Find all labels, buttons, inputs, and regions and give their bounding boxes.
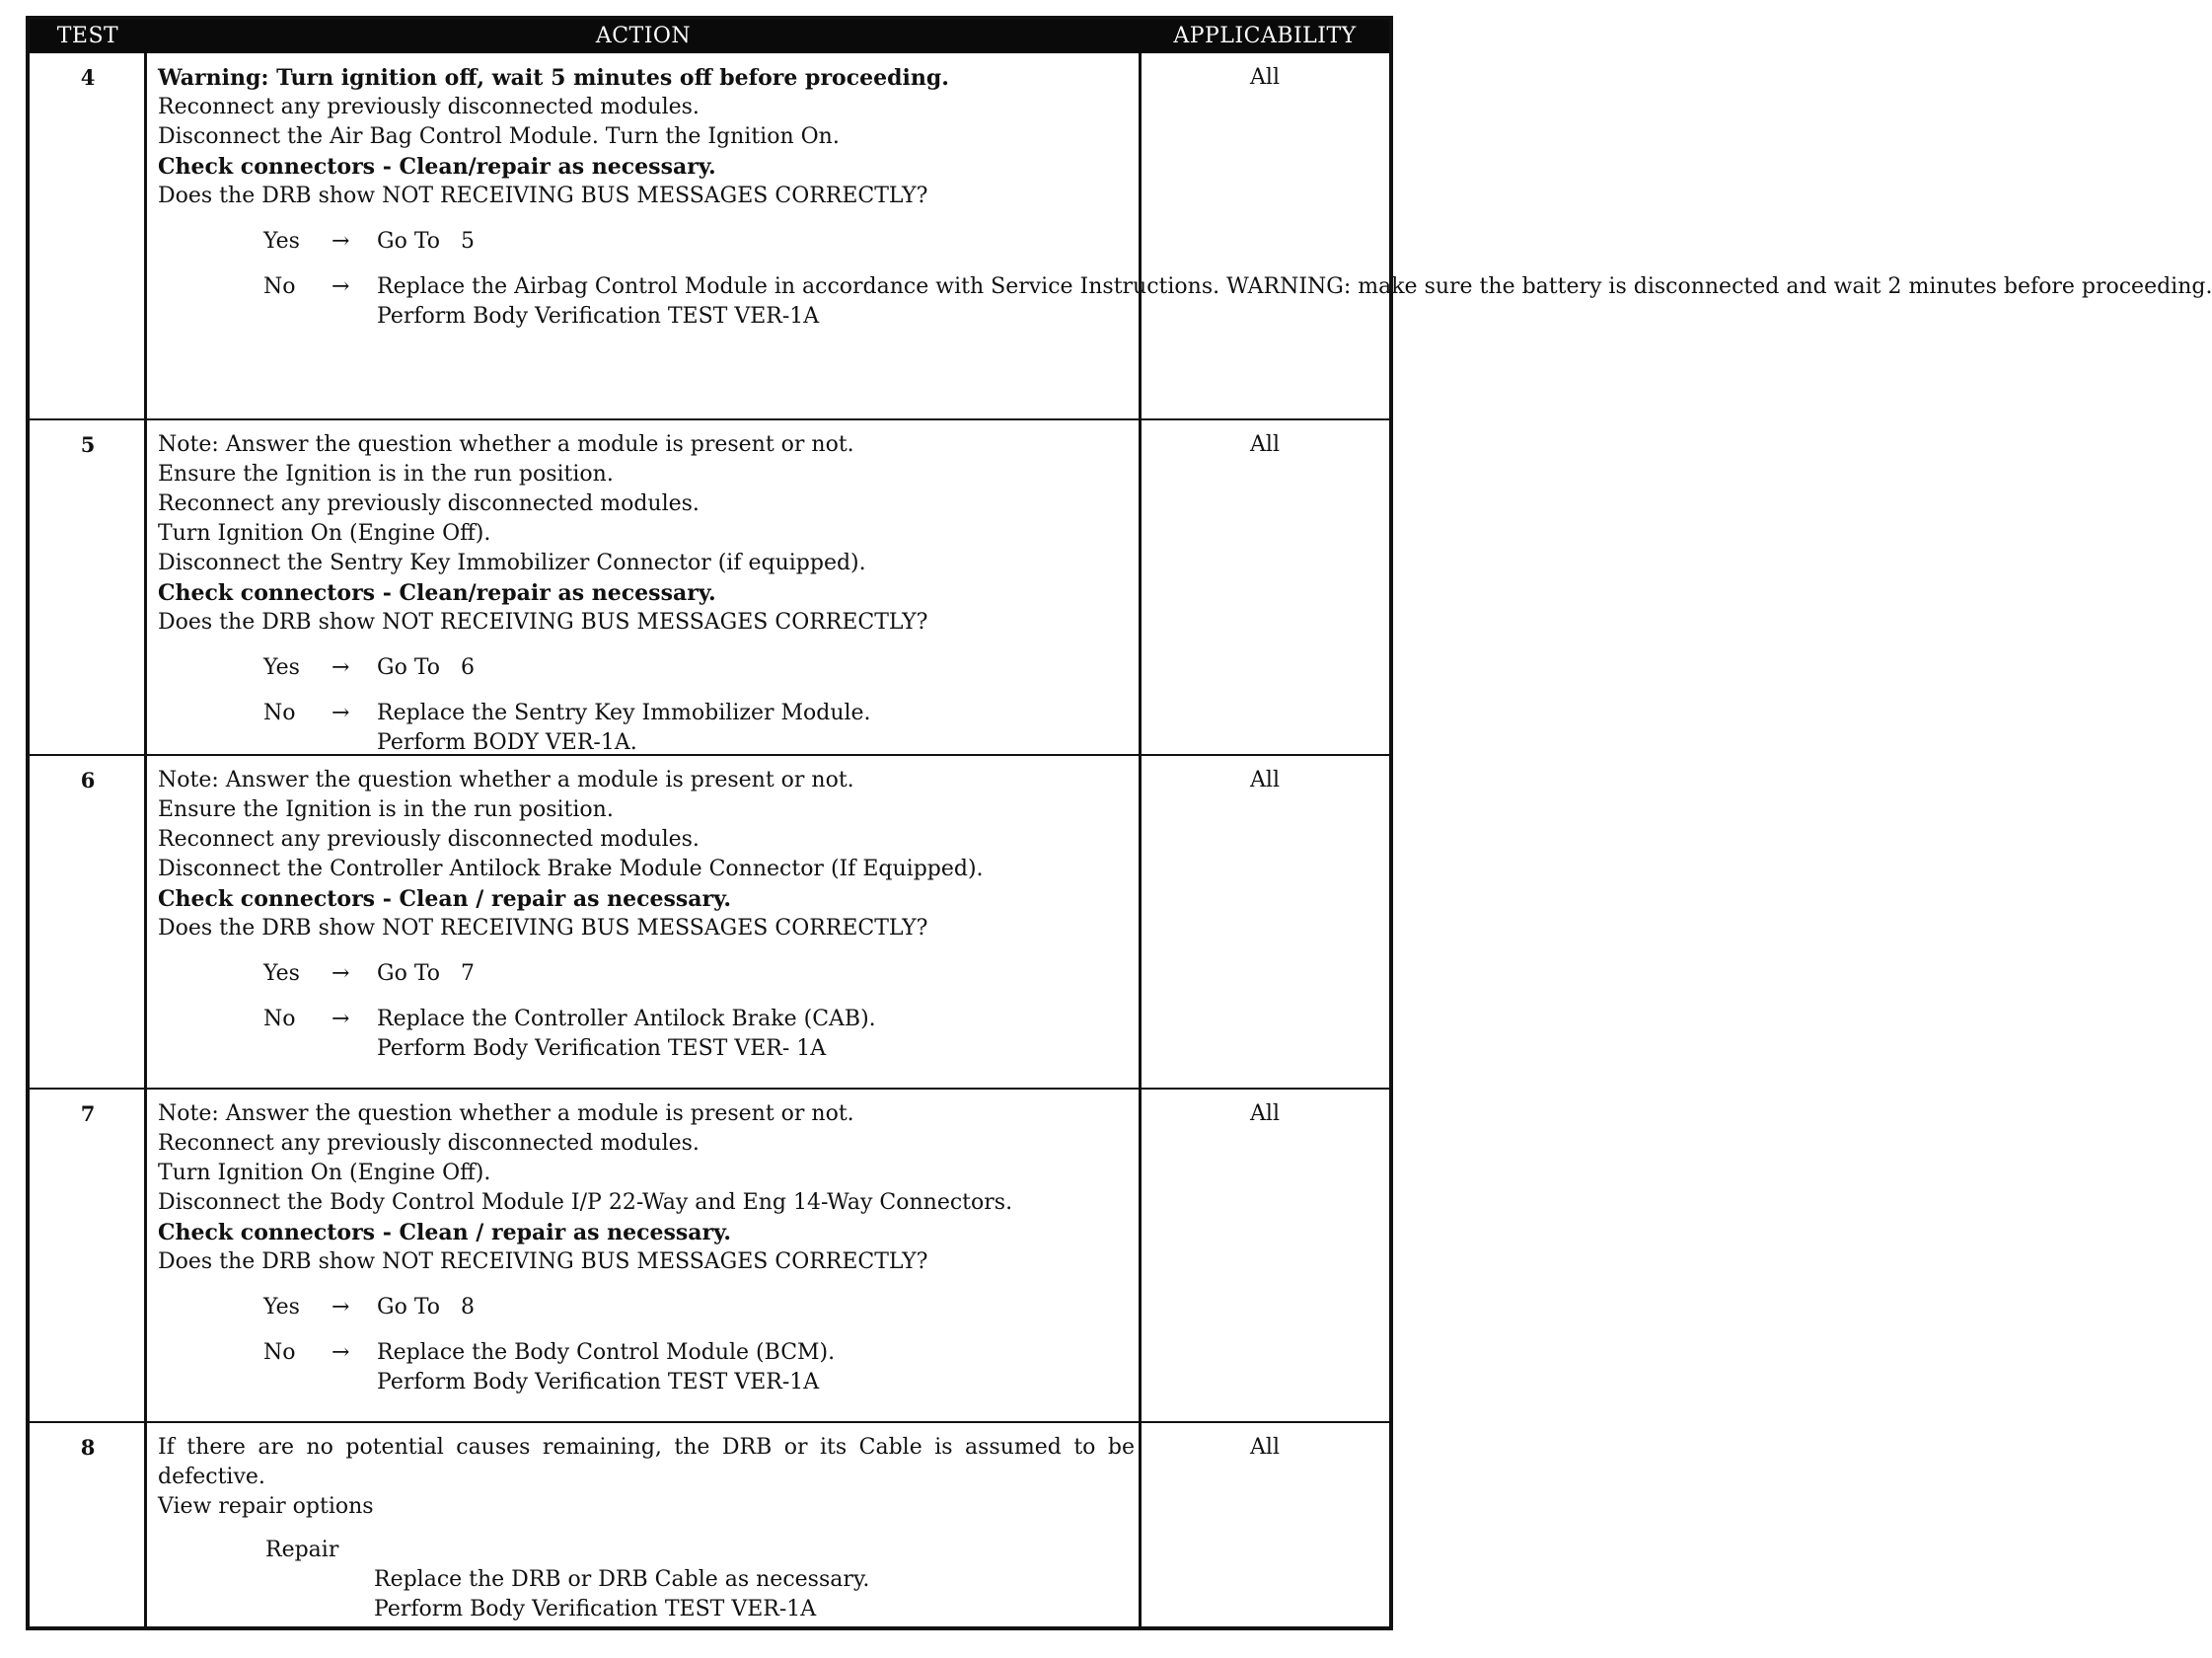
yes-label: Yes: [263, 961, 300, 986]
no-line: Replace the Controller Antilock Brake (CAB).: [377, 1007, 876, 1031]
test-number: 6: [80, 768, 96, 792]
action-line: Reconnect any previously disconnected modules.: [158, 95, 700, 119]
no-line: Perform Body Verification TEST VER- 1A: [377, 1036, 827, 1061]
test-number: 4: [80, 65, 96, 90]
action-line: Disconnect the Body Control Module I/P 22-Way and Eng 14-Way Connectors.: [158, 1190, 1013, 1215]
yes-value: Go To 5: [377, 229, 475, 254]
no-option: [158, 272, 2212, 332]
action-line: Check connectors - Clean / repair as necessary.: [158, 886, 732, 912]
yes-label: Yes: [263, 1295, 300, 1319]
applicability: All: [1250, 65, 1280, 90]
test-number: 5: [80, 432, 96, 457]
no-line: Replace the Sentry Key Immobilizer Module.: [377, 701, 871, 725]
no-label: No: [263, 274, 296, 299]
repair-line: Replace the DRB or DRB Cable as necessary.: [374, 1567, 870, 1592]
no-line: Replace the Airbag Control Module in accordance with Service Instructions. WARNING: make sure the battery is disconnected and wait 2 minutes before proceeding.: [377, 274, 2212, 299]
header-test: TEST: [56, 24, 119, 48]
arrow-icon: →: [332, 701, 350, 725]
no-label: No: [263, 1340, 296, 1365]
action-line: Reconnect any previously disconnected modules.: [158, 1131, 700, 1156]
no-label: No: [263, 701, 296, 725]
action-line: Check connectors - Clean / repair as necessary.: [158, 1220, 732, 1245]
action-line: Reconnect any previously disconnected modules.: [158, 491, 700, 516]
applicability: All: [1250, 432, 1280, 457]
yes-option: [158, 1293, 1135, 1322]
action-line: Does the DRB show NOT RECEIVING BUS MESSAGES CORRECTLY?: [158, 916, 928, 941]
arrow-icon: →: [332, 655, 350, 680]
table-row: [30, 418, 1389, 754]
yes-label: Yes: [263, 229, 300, 254]
arrow-icon: →: [332, 1007, 350, 1031]
arrow-icon: →: [332, 229, 350, 254]
yes-option: [158, 653, 1135, 683]
action-line: Check connectors - Clean/repair as necessary.: [158, 580, 716, 606]
action-line: Disconnect the Controller Antilock Brake Module Connector (If Equipped).: [158, 857, 984, 881]
action-line: Does the DRB show NOT RECEIVING BUS MESSAGES CORRECTLY?: [158, 610, 928, 635]
repair-line: Perform Body Verification TEST VER-1A: [374, 1597, 817, 1621]
table-row: [30, 53, 2212, 418]
action-line: Ensure the Ignition is in the run position.: [158, 462, 614, 487]
yes-value: Go To 7: [377, 961, 475, 986]
action-cell: [158, 766, 1135, 1064]
diagnostic-table: [26, 16, 2212, 1630]
arrow-icon: →: [332, 274, 350, 299]
no-line: Perform Body Verification TEST VER-1A: [377, 304, 820, 329]
yes-option: [158, 959, 1135, 989]
no-line: Replace the Body Control Module (BCM).: [377, 1340, 836, 1365]
action-line: Ensure the Ignition is in the run position.: [158, 797, 614, 822]
action-cell: [158, 430, 1135, 758]
applicability: All: [1250, 1435, 1280, 1460]
action-line: Turn Ignition On (Engine Off).: [158, 1161, 491, 1185]
action-line: Turn Ignition On (Engine Off).: [158, 521, 491, 546]
arrow-icon: →: [332, 961, 350, 986]
table-header: [30, 20, 1389, 53]
action-line: Does the DRB show NOT RECEIVING BUS MESSAGES CORRECTLY?: [158, 184, 928, 208]
table-row: [30, 754, 1389, 1088]
arrow-icon: →: [332, 1295, 350, 1319]
no-label: No: [263, 1007, 296, 1031]
action-line: Check connectors - Clean/repair as necessary.: [158, 154, 716, 180]
repair-label: Repair: [265, 1538, 339, 1562]
no-option: [158, 1338, 1135, 1397]
action-line: Reconnect any previously disconnected modules.: [158, 827, 700, 852]
action-line: Warning: Turn ignition off, wait 5 minutes off before proceeding.: [158, 65, 949, 91]
action-line: Note: Answer the question whether a module is present or not.: [158, 432, 854, 457]
test-number: 8: [80, 1435, 96, 1460]
yes-option: [158, 227, 1135, 257]
action-line: Disconnect the Sentry Key Immobilizer Connector (if equipped).: [158, 551, 866, 575]
action-cell: [158, 1099, 1135, 1397]
table-row: [30, 1088, 1389, 1421]
no-option: [158, 699, 1135, 758]
no-line: Perform BODY VER-1A.: [377, 730, 637, 755]
header-action: ACTION: [595, 24, 692, 48]
action-cell: [158, 1433, 1135, 1624]
table-row: [30, 1421, 1389, 1626]
test-number: 7: [80, 1101, 96, 1126]
applicability: All: [1250, 1101, 1280, 1126]
yes-label: Yes: [263, 655, 300, 680]
yes-value: Go To 6: [377, 655, 475, 680]
action-line: View repair options: [158, 1494, 374, 1519]
applicability: All: [1250, 768, 1280, 792]
action-line: Note: Answer the question whether a module is present or not.: [158, 768, 854, 792]
arrow-icon: →: [332, 1340, 350, 1365]
action-line: Note: Answer the question whether a module is present or not.: [158, 1101, 854, 1126]
action-line: Does the DRB show NOT RECEIVING BUS MESSAGES CORRECTLY?: [158, 1249, 928, 1274]
action-line: If there are no potential causes remaining, the DRB or its Cable is assumed to be defective.: [158, 1435, 1135, 1489]
no-line: Perform Body Verification TEST VER-1A: [377, 1370, 820, 1394]
header-applicability: APPLICABILITY: [1173, 24, 1357, 48]
yes-value: Go To 8: [377, 1295, 475, 1319]
no-option: [158, 1005, 1135, 1064]
action-line: Disconnect the Air Bag Control Module. Turn the Ignition On.: [158, 124, 840, 149]
